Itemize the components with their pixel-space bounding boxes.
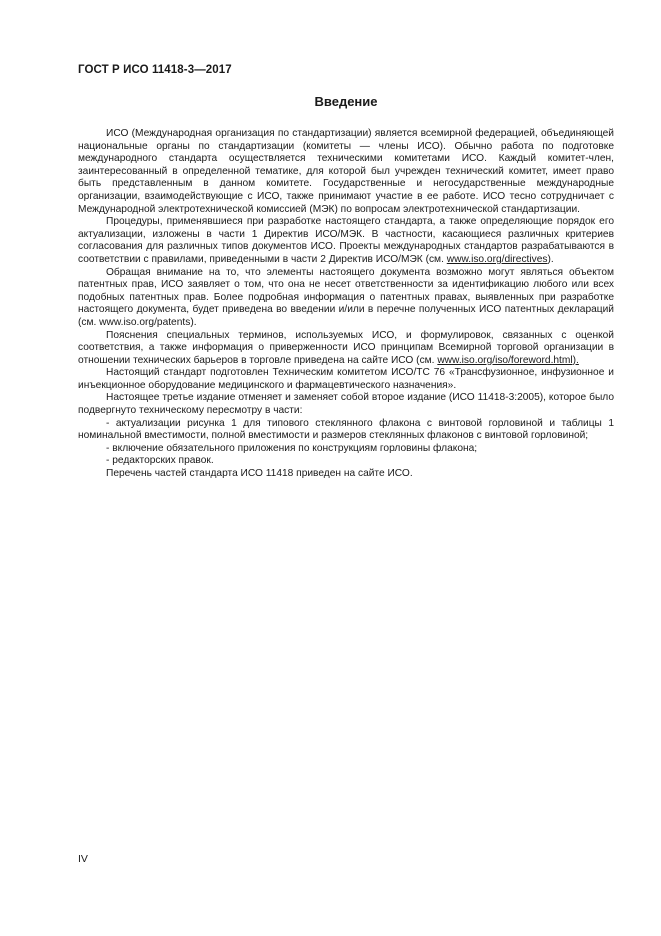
page-number: IV (78, 853, 88, 865)
section-title: Введение (314, 94, 378, 109)
list-item-editorial: - редакторских правок. (106, 455, 214, 467)
paragraph-patents: Обращая внимание на то, что элементы настоящего документа возможно могут являться объектом патентных прав, ИСО заявляет о том, что она не несет ответственности за идентификацию любого или всех подобных патентных прав. Более подробная информация о патентных правах, выявленных при разработке настоящего документа, будет приведена во введении и/или в перечне полученных ИСО патентных деклараций (см. www.iso.org/patents). (78, 266, 614, 328)
foreword-link[interactable]: www.iso.org/iso/foreword.html). (437, 354, 579, 366)
paragraph-terms (78, 330, 614, 368)
list-item-figure-update: - актуализации рисунка 1 для типового стеклянного флакона с винтовой горловиной и таблицы 1 номинальной вместимости, полной вместимости и размеров стеклянных флаконов с винтовой горловиной; (78, 417, 614, 442)
paragraph-edition: Настоящее третье издание отменяет и заменяет собой второе издание (ИСО 11418-3:2005), которое было подвергнуто техническому пересмотру в части: (78, 392, 614, 417)
list-item-annex: - включение обязательного приложения по конструкциям горловины флакона; (106, 442, 478, 454)
paragraph-parts-list: Перечень частей стандарта ИСО 11418 приведен на сайте ИСО. (106, 468, 413, 480)
document-code: ГОСТ Р ИСО 11418-3—2017 (78, 64, 232, 76)
paragraph-procedures-end: ). (547, 253, 554, 265)
paragraph-terms-text: Пояснения специальных терминов, используемых ИСО, и формулировок, связанных с оценкой соответствия, а также информация о приверженности ИСО принципам Всемирной торговой организации в отношении технических барьеров в торговле приведена на сайте ИСО (см. (78, 329, 614, 366)
paragraph-committee: Настоящий стандарт подготовлен Техническим комитетом ИСО/ТС 76 «Трансфузионное, инфузионное и инъекционное оборудование медицинского и фармацевтического назначения». (78, 367, 614, 391)
introduction-body (78, 128, 614, 481)
paragraph-procedures-text: Процедуры, применявшиеся при разработке настоящего стандарта, а также определяющие порядок его актуализации, изложены в части 1 Директив ИСО/МЭК. В частности, касающиеся различных критериев согласования для различных типов документов ИСО. Проекты международных стандартов разрабатываются в соответствии с правилами, приведенными в части 2 Директив ИСО/МЭК (см. (78, 216, 614, 265)
paragraph-procedures (78, 216, 614, 266)
directives-link[interactable]: www.iso.org/directives (446, 253, 548, 265)
paragraph-iso-organization: ИСО (Международная организация по стандартизации) является всемирной федерацией, объединяющей национальные органы по стандартизации (комитеты — члены ИСО). Обычно работа по подготовке международного стандарта осуществляется техническими комитетами ИСО. Каждый комитет-член, заинтересованный в определенной тематике, для которой был учрежден технический комитет, имеет право быть представленным в данном комитете. Государственные и негосударственные международные организации, взаимодействующие с ИСО, также принимают участие в ее работе. ИСО тесно сотрудничает с Международной электротехнической комиссией (МЭК) по вопросам электротехнической стандартизации. (78, 128, 614, 215)
